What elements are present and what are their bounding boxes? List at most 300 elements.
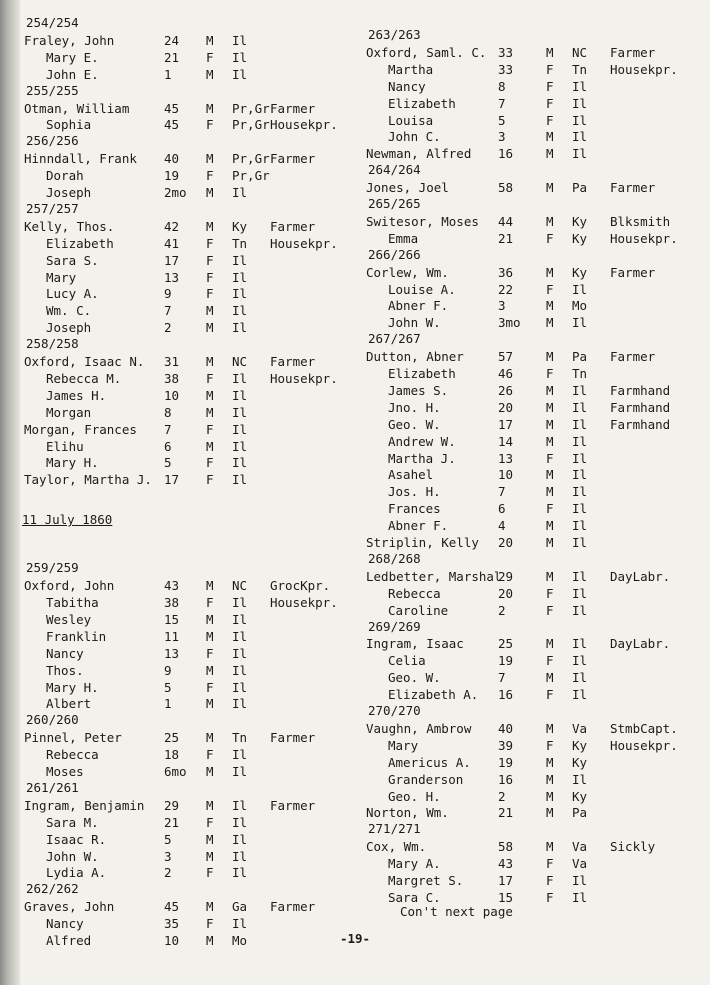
person-birthplace: NC bbox=[232, 578, 248, 594]
person-row bbox=[0, 66, 355, 83]
person-birthplace: Il bbox=[232, 421, 248, 437]
person-age: 19 bbox=[498, 754, 514, 770]
person-age: 7 bbox=[164, 421, 172, 437]
person-birthplace: Il bbox=[572, 416, 588, 432]
person-age: 58 bbox=[498, 180, 514, 196]
person-age: 10 bbox=[498, 467, 514, 483]
person-occupation: StmbCapt. bbox=[610, 720, 678, 736]
person-name: Wesley bbox=[46, 611, 92, 627]
person-occupation: Farmer bbox=[610, 264, 656, 280]
person-sex: F bbox=[206, 472, 214, 488]
person-name: Elihu bbox=[46, 438, 84, 454]
person-name: Pinnel, Peter bbox=[24, 730, 122, 746]
person-sex: F bbox=[206, 916, 214, 932]
person-row bbox=[350, 145, 710, 162]
person-sex: F bbox=[546, 95, 554, 111]
person-age: 14 bbox=[498, 433, 514, 449]
person-birthplace: Va bbox=[572, 856, 588, 872]
person-birthplace: Il bbox=[572, 315, 588, 331]
person-name: Geo. H. bbox=[388, 788, 441, 804]
person-age: 15 bbox=[498, 889, 514, 905]
person-row bbox=[0, 32, 355, 49]
person-age: 4 bbox=[498, 518, 506, 534]
person-row bbox=[350, 230, 710, 247]
person-sex: M bbox=[546, 788, 554, 804]
person-birthplace: Il bbox=[572, 585, 588, 601]
person-name: Mary A. bbox=[388, 856, 441, 872]
person-name: Oxford, Saml. C. bbox=[366, 44, 487, 60]
person-row bbox=[350, 450, 710, 467]
person-birthplace: Pr,Gr bbox=[232, 151, 270, 167]
person-row bbox=[0, 848, 355, 865]
person-name: Geo. W. bbox=[388, 670, 441, 686]
person-row bbox=[350, 754, 710, 771]
person-row bbox=[0, 454, 355, 471]
household-number: 260/260 bbox=[26, 712, 79, 728]
person-name: John W. bbox=[388, 315, 441, 331]
person-birthplace: Ky bbox=[572, 230, 588, 246]
person-row bbox=[0, 746, 355, 763]
person-row bbox=[0, 898, 355, 915]
person-age: 45 bbox=[164, 899, 180, 915]
person-name: Mary H. bbox=[46, 679, 99, 695]
person-sex: M bbox=[206, 848, 214, 864]
household-number: 255/255 bbox=[26, 82, 79, 98]
person-occupation: Farmhand bbox=[610, 399, 671, 415]
person-name: Newman, Alfred bbox=[366, 146, 472, 162]
person-name: Corlew, Wm. bbox=[366, 264, 449, 280]
person-sex: F bbox=[206, 814, 214, 830]
person-sex: F bbox=[546, 366, 554, 381]
person-age: 40 bbox=[164, 151, 180, 167]
person-age: 20 bbox=[498, 585, 514, 601]
person-occupation: Farmhand bbox=[610, 382, 671, 398]
person-occupation: Farmer bbox=[270, 218, 316, 234]
person-row bbox=[0, 116, 355, 133]
person-sex: M bbox=[546, 416, 554, 432]
household-number: 266/266 bbox=[368, 246, 421, 262]
person-sex: F bbox=[206, 286, 214, 302]
person-birthplace: Il bbox=[572, 95, 588, 111]
person-birthplace: Il bbox=[232, 611, 248, 627]
person-age: 46 bbox=[498, 366, 514, 381]
person-name: Granderson bbox=[388, 771, 464, 787]
person-occupation: Farmer bbox=[270, 899, 316, 915]
person-row bbox=[350, 585, 710, 602]
person-age: 38 bbox=[164, 595, 180, 610]
person-birthplace: Il bbox=[232, 696, 248, 712]
person-age: 19 bbox=[498, 653, 514, 669]
person-birthplace: Ga bbox=[232, 899, 248, 915]
person-age: 21 bbox=[164, 814, 180, 830]
person-name: Mary E. bbox=[46, 49, 99, 65]
person-row bbox=[0, 100, 355, 117]
person-name: Martha J. bbox=[388, 450, 456, 466]
person-row bbox=[350, 838, 710, 855]
person-sex: F bbox=[546, 889, 554, 905]
person-birthplace: Tn bbox=[572, 61, 588, 77]
person-sex: M bbox=[546, 146, 554, 162]
person-name: Asahel bbox=[388, 467, 434, 483]
person-sex: F bbox=[206, 269, 214, 285]
person-age: 17 bbox=[164, 472, 180, 488]
person-name: Dorah bbox=[46, 168, 84, 184]
person-occupation: Farmer bbox=[270, 151, 316, 167]
person-birthplace: Il bbox=[232, 628, 248, 644]
person-sex: M bbox=[546, 213, 554, 229]
person-row bbox=[350, 78, 710, 95]
person-birthplace: Mo bbox=[572, 298, 588, 314]
person-birthplace: Il bbox=[572, 771, 588, 787]
person-row bbox=[350, 128, 710, 145]
person-birthplace: Ky bbox=[572, 737, 588, 753]
person-sex: F bbox=[206, 252, 214, 268]
person-row bbox=[0, 577, 355, 594]
person-birthplace: Il bbox=[572, 518, 588, 534]
person-sex: M bbox=[206, 185, 214, 200]
person-age: 20 bbox=[498, 399, 514, 415]
person-birthplace: Il bbox=[572, 602, 588, 618]
person-row bbox=[0, 645, 355, 662]
person-name: Switesor, Moses bbox=[366, 213, 479, 229]
person-birthplace: Tn bbox=[232, 730, 248, 746]
person-age: 2 bbox=[498, 788, 506, 804]
person-occupation: Farmer bbox=[270, 100, 316, 116]
person-sex: M bbox=[206, 218, 214, 234]
person-sex: M bbox=[206, 438, 214, 454]
person-birthplace: Il bbox=[572, 636, 588, 652]
person-name: Striplin, Kelly bbox=[366, 535, 479, 550]
person-age: 21 bbox=[164, 49, 180, 65]
person-occupation: Farmer bbox=[270, 354, 316, 369]
person-name: Moses bbox=[46, 764, 84, 779]
person-birthplace: Il bbox=[232, 438, 248, 454]
person-age: 2mo bbox=[164, 185, 187, 200]
person-age: 7 bbox=[498, 484, 506, 500]
person-age: 13 bbox=[164, 645, 180, 661]
person-age: 22 bbox=[498, 281, 514, 297]
person-row bbox=[350, 500, 710, 517]
person-sex: F bbox=[546, 585, 554, 601]
person-age: 33 bbox=[498, 61, 514, 77]
person-name: James H. bbox=[46, 387, 107, 403]
person-sex: M bbox=[546, 636, 554, 652]
person-name: Rebecca bbox=[46, 747, 99, 763]
person-age: 36 bbox=[498, 264, 514, 280]
person-birthplace: Il bbox=[572, 467, 588, 483]
person-age: 3mo bbox=[498, 315, 521, 331]
person-sex: M bbox=[206, 404, 214, 420]
person-birthplace: Il bbox=[572, 687, 588, 703]
date-heading: 11 July 1860 bbox=[22, 512, 113, 528]
person-age: 5 bbox=[498, 112, 506, 128]
person-age: 33 bbox=[498, 44, 514, 60]
person-occupation: DayLabr. bbox=[610, 636, 671, 652]
person-sex: M bbox=[206, 387, 214, 403]
person-name: Margret S. bbox=[388, 873, 464, 888]
person-row bbox=[350, 213, 710, 230]
person-age: 10 bbox=[164, 387, 180, 403]
person-row bbox=[350, 314, 710, 331]
person-row bbox=[0, 353, 355, 370]
person-sex: M bbox=[546, 771, 554, 787]
person-name: Nancy bbox=[46, 645, 84, 661]
person-sex: M bbox=[546, 484, 554, 500]
person-occupation: Farmer bbox=[270, 730, 316, 746]
household-number: 259/259 bbox=[26, 560, 79, 576]
person-birthplace: Il bbox=[572, 670, 588, 686]
person-row bbox=[350, 737, 710, 754]
person-sex: F bbox=[206, 679, 214, 695]
person-sex: M bbox=[546, 315, 554, 331]
person-sex: M bbox=[546, 298, 554, 314]
person-row bbox=[350, 635, 710, 652]
person-sex: M bbox=[206, 303, 214, 319]
person-birthplace: Il bbox=[232, 286, 248, 302]
person-age: 40 bbox=[498, 720, 514, 736]
person-age: 16 bbox=[498, 146, 514, 162]
person-row bbox=[350, 416, 710, 433]
person-birthplace: Il bbox=[572, 399, 588, 415]
person-sex: M bbox=[206, 32, 214, 48]
person-age: 57 bbox=[498, 349, 514, 365]
person-sex: M bbox=[206, 320, 214, 336]
person-age: 5 bbox=[164, 679, 172, 695]
person-row bbox=[0, 387, 355, 404]
person-row bbox=[0, 167, 355, 184]
household-number: 269/269 bbox=[368, 618, 421, 634]
person-birthplace: Il bbox=[232, 916, 248, 932]
person-sex: M bbox=[206, 611, 214, 627]
person-age: 8 bbox=[498, 78, 506, 94]
person-birthplace: Ky bbox=[232, 218, 248, 234]
person-age: 7 bbox=[498, 670, 506, 686]
person-row bbox=[350, 720, 710, 737]
person-name: Lucy A. bbox=[46, 286, 99, 302]
person-birthplace: Il bbox=[232, 404, 248, 420]
person-row bbox=[350, 686, 710, 703]
person-row bbox=[350, 652, 710, 669]
household-number: 271/271 bbox=[368, 821, 421, 837]
person-name: Caroline bbox=[388, 602, 449, 618]
person-birthplace: Il bbox=[232, 764, 248, 779]
person-age: 58 bbox=[498, 839, 514, 855]
person-age: 31 bbox=[164, 354, 180, 369]
person-row bbox=[350, 517, 710, 534]
person-age: 29 bbox=[498, 568, 514, 584]
person-row bbox=[0, 218, 355, 235]
person-sex: F bbox=[546, 450, 554, 466]
person-occupation: Housekpr. bbox=[610, 737, 678, 753]
continued-note: Con't next page bbox=[400, 903, 513, 919]
person-birthplace: Pr,Gr bbox=[232, 168, 270, 184]
person-sex: F bbox=[546, 501, 554, 517]
person-name: Joseph bbox=[46, 320, 92, 336]
person-sex: F bbox=[206, 168, 214, 184]
person-age: 7 bbox=[498, 95, 506, 111]
person-row bbox=[350, 264, 710, 281]
person-age: 42 bbox=[164, 218, 180, 234]
person-row bbox=[0, 285, 355, 302]
person-sex: F bbox=[206, 865, 214, 881]
person-birthplace: Il bbox=[232, 320, 248, 336]
person-age: 21 bbox=[498, 230, 514, 246]
person-age: 7 bbox=[164, 303, 172, 319]
person-row bbox=[0, 797, 355, 814]
person-age: 25 bbox=[164, 730, 180, 746]
person-row bbox=[350, 771, 710, 788]
person-row bbox=[0, 831, 355, 848]
person-sex: M bbox=[546, 467, 554, 483]
person-name: Andrew W. bbox=[388, 433, 456, 449]
household-number: 254/254 bbox=[26, 15, 79, 30]
person-birthplace: Il bbox=[232, 49, 248, 65]
person-sex: M bbox=[546, 129, 554, 145]
person-birthplace: Va bbox=[572, 720, 588, 736]
person-name: Abner F. bbox=[388, 518, 449, 534]
person-name: Celia bbox=[388, 653, 426, 669]
person-name: Oxford, Isaac N. bbox=[24, 354, 145, 369]
person-row bbox=[0, 915, 355, 932]
person-birthplace: Il bbox=[572, 501, 588, 517]
person-age: 43 bbox=[164, 578, 180, 594]
person-name: Louise A. bbox=[388, 281, 456, 297]
person-birthplace: Mo bbox=[232, 933, 248, 948]
person-name: Jones, Joel bbox=[366, 180, 449, 196]
person-sex: F bbox=[206, 421, 214, 437]
person-birthplace: Il bbox=[572, 889, 588, 905]
person-name: Jos. H. bbox=[388, 484, 441, 500]
person-birthplace: Va bbox=[572, 839, 588, 855]
person-row bbox=[0, 763, 355, 780]
person-name: Martha bbox=[388, 61, 434, 77]
person-row bbox=[350, 179, 710, 196]
person-occupation: Farmer bbox=[270, 797, 316, 813]
person-age: 9 bbox=[164, 286, 172, 302]
person-occupation: GrocKpr. bbox=[270, 578, 331, 594]
person-birthplace: Il bbox=[572, 146, 588, 162]
person-birthplace: Il bbox=[232, 455, 248, 471]
person-row bbox=[350, 382, 710, 399]
person-name: Cox, Wm. bbox=[366, 839, 427, 855]
person-sex: F bbox=[546, 687, 554, 703]
person-name: John W. bbox=[46, 848, 99, 864]
person-sex: M bbox=[206, 578, 214, 594]
household-number: 256/256 bbox=[26, 133, 79, 149]
person-birthplace: Il bbox=[232, 747, 248, 763]
person-birthplace: Il bbox=[572, 382, 588, 398]
person-row bbox=[0, 729, 355, 746]
person-row bbox=[0, 269, 355, 286]
person-sex: M bbox=[206, 764, 214, 779]
person-age: 17 bbox=[498, 873, 514, 888]
person-sex: F bbox=[546, 78, 554, 94]
person-birthplace: Il bbox=[572, 484, 588, 500]
person-birthplace: Il bbox=[232, 662, 248, 678]
person-name: Ingram, Benjamin bbox=[24, 797, 145, 813]
person-sex: M bbox=[546, 180, 554, 196]
person-age: 8 bbox=[164, 404, 172, 420]
person-age: 21 bbox=[498, 805, 514, 821]
person-birthplace: Pr,Gr bbox=[232, 117, 270, 133]
person-age: 19 bbox=[164, 168, 180, 184]
person-name: Morgan, Frances bbox=[24, 421, 137, 437]
person-row bbox=[0, 404, 355, 421]
household-number: 261/261 bbox=[26, 779, 79, 795]
person-sex: M bbox=[546, 754, 554, 770]
person-name: Dutton, Abner bbox=[366, 349, 464, 365]
page-number: -19- bbox=[339, 931, 371, 946]
person-sex: M bbox=[546, 518, 554, 534]
person-age: 26 bbox=[498, 382, 514, 398]
person-birthplace: Il bbox=[232, 370, 248, 386]
person-age: 10 bbox=[164, 933, 180, 948]
person-sex: F bbox=[546, 230, 554, 246]
person-name: Geo. W. bbox=[388, 416, 441, 432]
person-occupation: Housekpr. bbox=[270, 235, 338, 251]
person-name: Lydia A. bbox=[46, 865, 107, 881]
person-row bbox=[350, 365, 710, 382]
person-name: Vaughn, Ambrow bbox=[366, 720, 472, 736]
person-age: 35 bbox=[164, 916, 180, 932]
person-name: Hinndall, Frank bbox=[24, 151, 137, 167]
person-row bbox=[0, 319, 355, 336]
person-row bbox=[350, 348, 710, 365]
person-sex: M bbox=[546, 382, 554, 398]
person-birthplace: Il bbox=[232, 66, 248, 82]
person-age: 41 bbox=[164, 235, 180, 251]
person-row bbox=[350, 95, 710, 112]
person-sex: M bbox=[206, 730, 214, 746]
person-name: Wm. C. bbox=[46, 303, 92, 319]
person-occupation: Housekpr. bbox=[270, 117, 338, 133]
person-sex: M bbox=[206, 628, 214, 644]
person-age: 1 bbox=[164, 696, 172, 712]
person-sex: M bbox=[546, 264, 554, 280]
person-sex: M bbox=[546, 399, 554, 415]
person-row bbox=[350, 855, 710, 872]
person-birthplace: Il bbox=[572, 873, 588, 888]
person-sex: M bbox=[206, 933, 214, 948]
person-name: Isaac R. bbox=[46, 831, 107, 847]
person-age: 2 bbox=[498, 602, 506, 618]
person-row bbox=[350, 872, 710, 889]
person-age: 18 bbox=[164, 747, 180, 763]
person-birthplace: Pa bbox=[572, 180, 588, 196]
person-age: 2 bbox=[164, 865, 172, 881]
person-row bbox=[0, 438, 355, 455]
person-row bbox=[350, 61, 710, 78]
person-sex: M bbox=[206, 797, 214, 813]
person-birthplace: NC bbox=[572, 44, 588, 60]
person-sex: F bbox=[206, 117, 214, 133]
person-sex: F bbox=[546, 653, 554, 669]
person-age: 6 bbox=[498, 501, 506, 517]
person-name: Sara M. bbox=[46, 814, 99, 830]
person-row bbox=[0, 628, 355, 645]
person-sex: F bbox=[206, 595, 214, 610]
person-sex: M bbox=[206, 151, 214, 167]
person-birthplace: Il bbox=[572, 78, 588, 94]
person-sex: M bbox=[546, 568, 554, 584]
person-age: 13 bbox=[498, 450, 514, 466]
person-name: Kelly, Thos. bbox=[24, 218, 115, 234]
person-sex: F bbox=[546, 737, 554, 753]
person-birthplace: Il bbox=[232, 32, 248, 48]
household-number: 263/263 bbox=[368, 27, 421, 42]
person-name: Nancy bbox=[388, 78, 426, 94]
person-name: Morgan bbox=[46, 404, 92, 420]
